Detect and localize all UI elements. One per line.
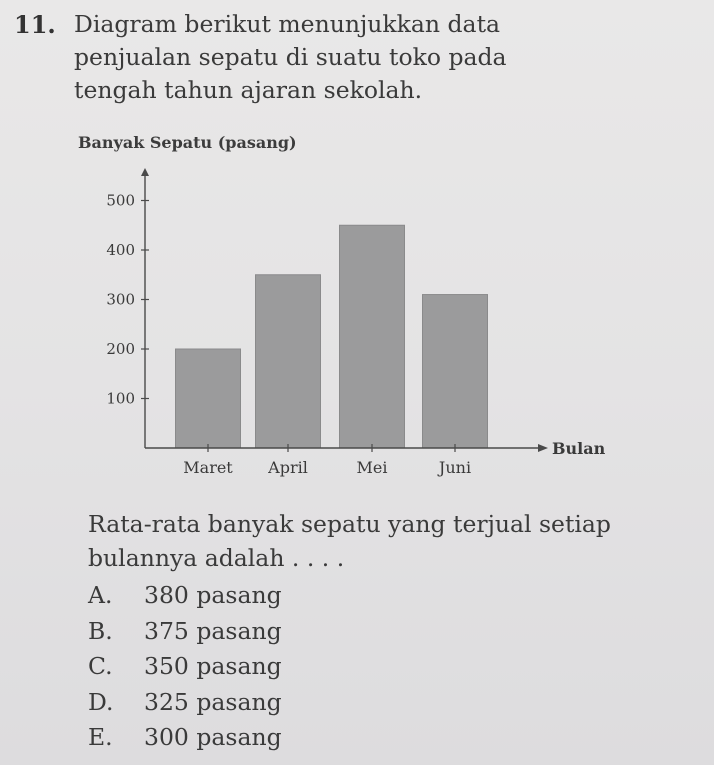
prompt-line: Rata-rata banyak sepatu yang terjual setiap [88,510,611,538]
x-tick-label: Juni [438,458,472,477]
chart-title: Banyak Sepatu (pasang) [78,133,297,152]
option-letter: D. [88,687,114,716]
x-axis-label: Bulan [552,439,606,458]
bar-april [256,275,321,448]
prompt-line: bulannya adalah . . . . [88,544,345,572]
bar-mei [340,225,405,448]
stem-line: tengah tahun ajaran sekolah. [74,76,423,104]
option-text: 325 pasang [144,687,282,716]
option-b[interactable] [88,614,282,650]
option-text: 350 pasang [144,652,282,680]
question-number: 11. [14,10,56,39]
option-e[interactable] [88,720,282,756]
y-tick-label: 400 [106,241,135,259]
option-letter: C. [88,652,113,680]
bar-juni [423,295,488,448]
option-letter: E. [88,723,113,751]
y-axis-arrow-icon [141,168,149,176]
answer-options [88,578,282,756]
option-text: 375 pasang [144,616,282,645]
option-text: 380 pasang [144,581,282,609]
stem-line: penjualan sepatu di suatu toko pada [74,43,507,71]
bar-maret [176,349,241,448]
option-text: 300 pasang [144,723,282,751]
y-tick-label: 200 [106,340,135,358]
y-tick-label: 300 [106,290,135,309]
x-tick-label: Mei [356,458,388,477]
option-d[interactable] [88,685,282,721]
option-a[interactable] [88,578,282,614]
x-axis-arrow-icon [538,444,548,452]
option-c[interactable] [88,649,282,685]
y-tick-label: 100 [106,389,135,408]
stem-line: Diagram berikut menunjukkan data [74,10,501,38]
y-tick-label: 500 [106,191,135,210]
option-letter: A. [88,581,113,609]
x-tick-label: Maret [183,458,233,477]
question-prompt [88,507,648,575]
x-tick-label: April [268,458,308,477]
option-letter: B. [88,616,113,645]
